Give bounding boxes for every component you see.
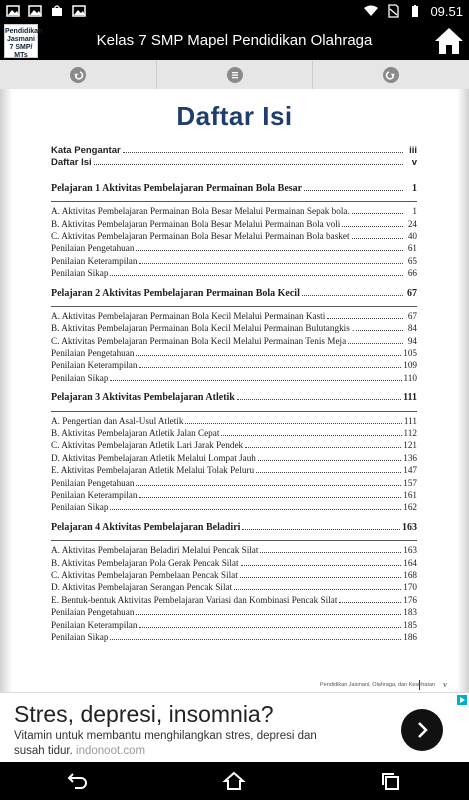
battery-icon xyxy=(408,5,422,17)
toc-leader xyxy=(237,398,401,400)
page-left-shadow xyxy=(0,89,12,692)
toc-label: Penilaian Keterampilan xyxy=(51,255,138,266)
toc-label: Penilaian Keterampilan xyxy=(51,489,138,500)
chapter-divider xyxy=(51,411,417,412)
wifi-icon xyxy=(364,5,378,17)
toc-item-row[interactable] xyxy=(51,348,417,360)
toc-leader xyxy=(342,225,403,227)
home-icon[interactable] xyxy=(433,25,465,57)
ad-description xyxy=(14,729,344,759)
toc-leader xyxy=(139,496,401,498)
toc-page: 94 xyxy=(407,335,417,346)
toc-label: Pelajaran 4 Aktivitas Pembelajaran Beladiri xyxy=(51,521,241,533)
toc-label: Penilaian Sikap xyxy=(51,502,109,513)
toc-front-row[interactable] xyxy=(51,157,417,169)
toc-leader xyxy=(136,484,401,486)
ad-choices-icon[interactable] xyxy=(457,695,467,705)
toc-item-row[interactable] xyxy=(51,490,417,502)
toc-leader xyxy=(110,379,401,381)
toc-page: 121 xyxy=(403,440,417,451)
toc-label: Penilaian Sikap xyxy=(51,268,109,279)
home-nav-icon[interactable] xyxy=(223,771,245,791)
chapter-divider xyxy=(51,540,417,541)
ad-banner[interactable] xyxy=(0,692,469,763)
previous-page-button[interactable] xyxy=(0,60,157,89)
recent-apps-icon[interactable] xyxy=(380,771,402,791)
toc-page: 186 xyxy=(403,631,417,642)
toc-page: 84 xyxy=(407,323,417,334)
toc-chapter-row[interactable] xyxy=(51,288,417,300)
toc-item-row[interactable] xyxy=(51,360,417,372)
toc-item-row[interactable] xyxy=(51,453,417,465)
spacer xyxy=(51,170,417,176)
toc-label: Penilaian Sikap xyxy=(51,631,109,642)
back-icon[interactable] xyxy=(67,771,89,791)
toc-leader xyxy=(348,342,403,344)
toc-page: iii xyxy=(409,145,417,156)
toc-page: 163 xyxy=(402,521,417,533)
toc-leader xyxy=(110,508,401,510)
toc-item-row[interactable] xyxy=(51,582,417,594)
toc-item-row[interactable] xyxy=(51,336,417,348)
toc-item-row[interactable] xyxy=(51,311,417,323)
toc-page: 109 xyxy=(403,360,417,371)
chapter-divider xyxy=(51,306,417,307)
toc-item-row[interactable] xyxy=(51,620,417,632)
toc-label: Penilaian Keterampilan xyxy=(51,360,138,371)
toc-leader xyxy=(245,446,401,448)
toc-page: 157 xyxy=(403,477,417,488)
toc-leader xyxy=(304,189,403,191)
next-arrow-icon xyxy=(383,67,399,83)
toc-label: Penilaian Pengetahuan xyxy=(51,477,135,488)
toc-front-row[interactable] xyxy=(51,145,417,157)
toc-label: Kata Pengantar xyxy=(51,145,121,156)
toc-label: A. Aktivitas Pembelajaran Permainan Bola Besar Melalui Permainan Sepak bola. xyxy=(51,206,350,217)
image-notification-icon xyxy=(6,5,20,17)
toc-page: 168 xyxy=(403,569,417,580)
toc-leader xyxy=(136,354,401,356)
toc-item-row[interactable] xyxy=(51,219,417,231)
toc-page: 1 xyxy=(412,206,417,217)
toc-chapter-row[interactable] xyxy=(51,183,417,195)
document-page[interactable] xyxy=(0,89,469,692)
toc-page: 1 xyxy=(412,182,417,194)
system-navigation-bar xyxy=(0,762,469,800)
toc-item-row[interactable] xyxy=(51,570,417,582)
toc-page: 65 xyxy=(407,255,417,266)
toc-label: A. Aktivitas Pembelajaran Beladiri Melalui Pencak Silat xyxy=(51,545,259,556)
toc-leader xyxy=(185,422,401,424)
app-title-bar xyxy=(0,22,469,60)
toc-leader xyxy=(136,613,401,615)
toc-page: 163 xyxy=(403,545,417,556)
toc-page: 67 xyxy=(407,287,417,299)
chapter-divider xyxy=(51,201,417,202)
toc-page: 170 xyxy=(403,582,417,593)
toc-page: 183 xyxy=(403,607,417,618)
table-of-contents xyxy=(51,145,417,644)
toc-leader xyxy=(352,237,403,239)
toc-page: 66 xyxy=(407,268,417,279)
ad-open-button[interactable] xyxy=(401,709,443,751)
toc-page: 24 xyxy=(407,218,417,229)
toc-leader xyxy=(241,564,402,566)
toc-item-row[interactable] xyxy=(51,268,417,280)
page-right-shadow xyxy=(457,89,469,692)
toc-label: C. Aktivitas Pembelajaran Permainan Bola Besar Melalui Permainan Bola basket xyxy=(51,230,350,241)
toc-item-row[interactable] xyxy=(51,478,417,490)
toc-page: 136 xyxy=(403,452,417,463)
app-icon-text: Pendidikan Jasmani 7 SMP/ MTs xyxy=(5,28,43,59)
toc-leader xyxy=(221,434,401,436)
toc-page: 176 xyxy=(403,594,417,605)
toc-label: D. Aktivitas Pembelajaran Serangan Pencak Silat xyxy=(51,582,233,593)
toc-page: 185 xyxy=(403,619,417,630)
next-page-button[interactable] xyxy=(313,60,469,89)
toc-leader xyxy=(234,588,401,590)
shopping-bag-icon xyxy=(50,5,64,17)
app-title: Kelas 7 SMP Mapel Pendidikan Olahraga xyxy=(96,32,373,49)
toc-page: 112 xyxy=(403,428,417,439)
toc-leader xyxy=(240,576,401,578)
toc-label: E. Bentuk-bentuk Aktivitas Pembelajaran Variasi dan Kombinasi Pencak Silat xyxy=(51,594,338,605)
toc-item-row[interactable] xyxy=(51,243,417,255)
toc-label: Pelajaran 1 Aktivitas Pembelajaran Permainan Bola Besar xyxy=(51,182,303,194)
toc-leader xyxy=(139,626,401,628)
toc-page: 105 xyxy=(403,348,417,359)
toc-label: Penilaian Pengetahuan xyxy=(51,348,135,359)
toc-leader xyxy=(327,317,403,319)
toc-leader xyxy=(260,551,401,553)
toc-label: B. Aktivitas Pembelajaran Pola Gerak Pencak Silat xyxy=(51,557,239,568)
toc-leader xyxy=(242,528,400,530)
toc-page: 110 xyxy=(403,372,417,383)
footer-book-title: Pendidikan Jasmani, Olahraga, dan Kesehatan xyxy=(320,682,435,688)
toc-item-row[interactable] xyxy=(51,607,417,619)
toc-page: 161 xyxy=(403,489,417,500)
toc-label: A. Pengertian dan Asal-Usul Atletik xyxy=(51,415,184,426)
toc-leader xyxy=(123,151,403,153)
list-menu-icon xyxy=(227,67,243,83)
status-bar xyxy=(0,0,469,22)
toc-chapter-row[interactable] xyxy=(51,522,417,534)
toc-item-row[interactable] xyxy=(51,632,417,644)
toc-item-row[interactable] xyxy=(51,373,417,385)
toc-item-row[interactable] xyxy=(51,231,417,243)
toc-leader xyxy=(339,601,401,603)
toc-item-row[interactable] xyxy=(51,416,417,428)
toc-label: Penilaian Pengetahuan xyxy=(51,607,135,618)
toc-page: 147 xyxy=(403,465,417,476)
toc-item-row[interactable] xyxy=(51,440,417,452)
previous-arrow-icon xyxy=(70,67,86,83)
toc-leader xyxy=(256,471,401,473)
ad-source: indonoot.com xyxy=(76,745,146,757)
toc-leader xyxy=(139,262,403,264)
toc-label: B. Aktivitas Pembelajaran Permainan Bola Kecil Melalui Permainan Bulutangkis . xyxy=(51,323,355,334)
toc-page: 111 xyxy=(403,392,417,404)
toc-page: 61 xyxy=(407,243,417,254)
toc-leader xyxy=(352,212,403,214)
toc-leader xyxy=(94,163,403,165)
toc-label: D. Aktivitas Pembelajaran Atletik Melalui Lompat Jauh xyxy=(51,452,256,463)
chevron-right-icon xyxy=(413,721,431,739)
document-title: Daftar Isi xyxy=(176,101,293,131)
toc-page: 162 xyxy=(403,502,417,513)
no-sim-icon xyxy=(386,5,400,17)
toc-item-row[interactable] xyxy=(51,595,417,607)
toc-label: B. Aktivitas Pembelajaran Atletik Jalan Cepat xyxy=(51,428,220,439)
toc-label: Daftar Isi xyxy=(51,157,92,169)
toc-label: Penilaian Sikap xyxy=(51,372,109,383)
toc-label: C. Aktivitas Pembelajaran Atletik Lari Jarak Pendek xyxy=(51,440,244,451)
toc-label: Penilaian Keterampilan xyxy=(51,619,138,630)
toc-page: 40 xyxy=(407,230,417,241)
toc-label: B. Aktivitas Pembelajaran Permainan Bola Besar Melalui Permainan Bola voli xyxy=(51,218,341,229)
toc-label: E. Aktivitas Pembelajaran Atletik Melalui Tolak Peluru xyxy=(51,465,255,476)
image-notification-icon-2 xyxy=(72,5,86,17)
toc-leader xyxy=(302,294,403,296)
toc-leader xyxy=(258,459,401,461)
toc-page: 111 xyxy=(403,415,417,426)
toc-label: C. Aktivitas Pembelajaran Pembelaan Pencak Silat xyxy=(51,569,238,580)
page-navigation-toolbar xyxy=(0,60,469,90)
menu-button[interactable] xyxy=(157,60,314,89)
toc-item-row[interactable] xyxy=(51,428,417,440)
footer-page-number: v xyxy=(443,680,447,689)
toc-leader xyxy=(110,274,403,276)
ad-text: Vitamin untuk membantu menghilangkan stres, depresi dan susah tidur. xyxy=(14,730,317,757)
toc-label: Pelajaran 3 Aktivitas Pembelajaran Atletik xyxy=(51,392,235,404)
toc-item-row[interactable] xyxy=(51,323,417,335)
toc-leader xyxy=(356,329,403,331)
toc-leader xyxy=(139,366,401,368)
toc-label: C. Aktivitas Pembelajaran Permainan Bola Kecil Melalui Permainan Tenis Meja xyxy=(51,335,347,346)
toc-leader xyxy=(136,249,403,251)
gallery-notification-icon xyxy=(28,5,42,17)
toc-label: Pelajaran 2 Aktivitas Pembelajaran Permainan Bola Kecil xyxy=(51,287,300,299)
toc-label: Penilaian Pengetahuan xyxy=(51,243,135,254)
toc-leader xyxy=(110,638,401,640)
toc-item-row[interactable] xyxy=(51,558,417,570)
toc-label: A. Aktivitas Pembelajaran Permainan Bola Kecil Melalui Permainan Kasti xyxy=(51,310,326,321)
toc-item-row[interactable] xyxy=(51,465,417,477)
toc-chapter-row[interactable] xyxy=(51,392,417,404)
ad-title: Stres, depresi, insomnia? xyxy=(14,701,274,727)
toc-item-row[interactable] xyxy=(51,256,417,268)
toc-page: 164 xyxy=(403,557,417,568)
toc-item-row[interactable] xyxy=(51,206,417,218)
toc-page: 67 xyxy=(407,310,417,321)
clock: 09.51 xyxy=(430,3,463,19)
toc-item-row[interactable] xyxy=(51,545,417,557)
toc-item-row[interactable] xyxy=(51,502,417,514)
toc-page: v xyxy=(411,157,417,169)
